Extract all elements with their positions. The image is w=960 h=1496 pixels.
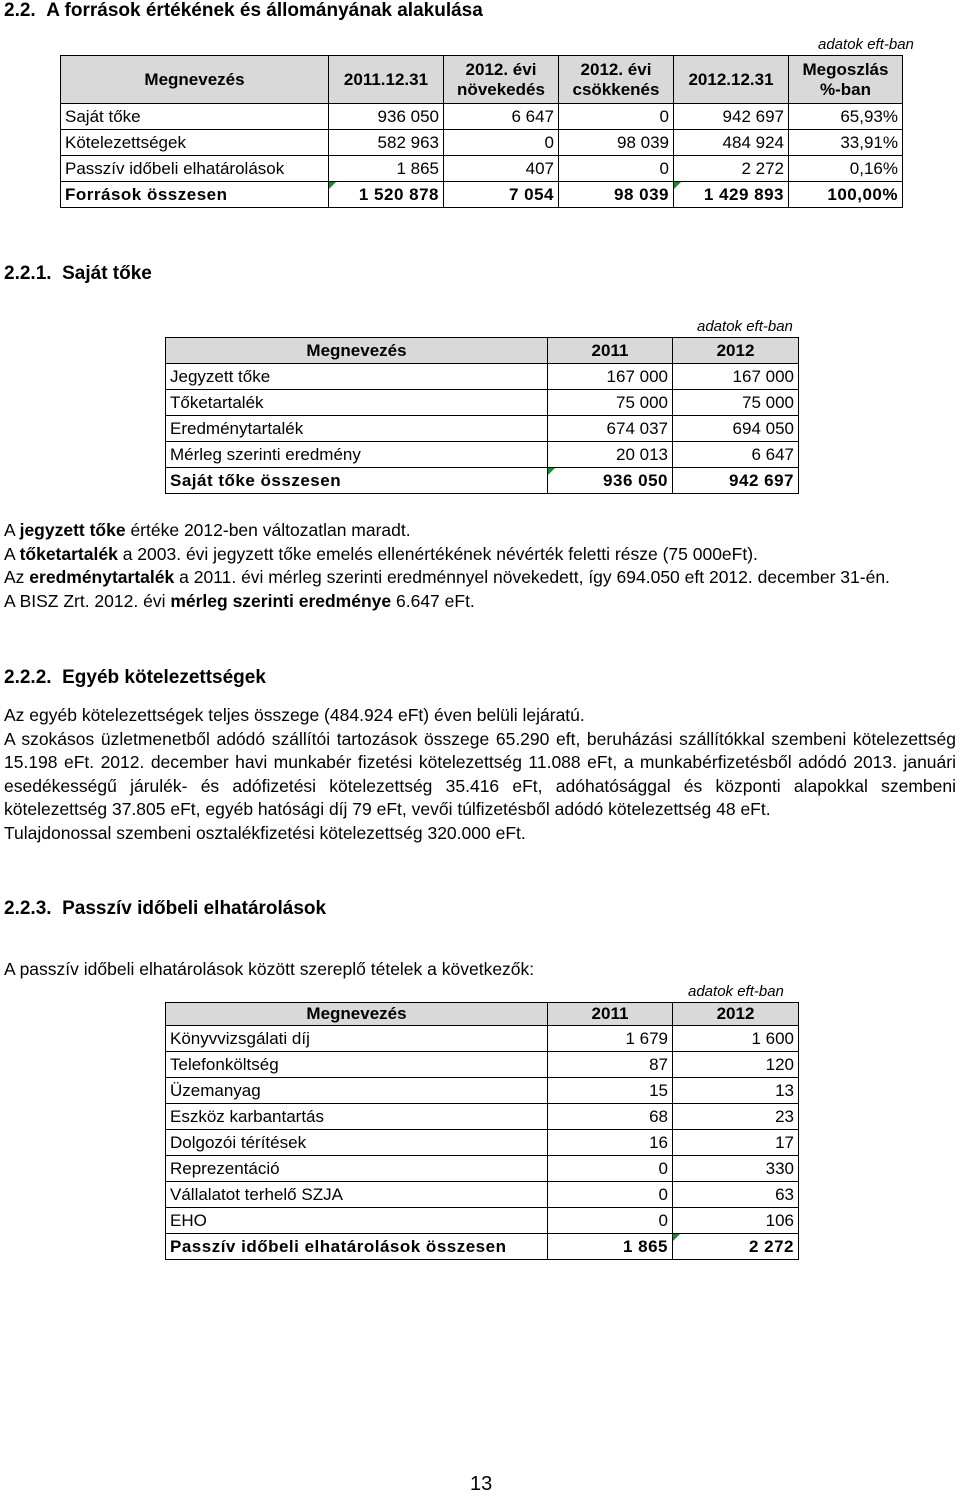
table2-row-name: Tőketartalék [166, 390, 548, 416]
table1-cell: 100,00% [789, 182, 903, 208]
table1-header-row [61, 56, 903, 104]
text: A BISZ Zrt. 2012. évi [4, 590, 171, 611]
sources-table [60, 55, 903, 208]
table1-cell: 936 050 [329, 104, 444, 130]
text: 6.647 eFt. [391, 590, 475, 611]
table1-cell: 65,93% [789, 104, 903, 130]
table1-header-c4: 2012.12.31 [674, 56, 789, 104]
table3-cell: 2 272 [673, 1234, 799, 1260]
table2-row-name: Saját tőke összesen [166, 468, 548, 494]
note-line [4, 519, 956, 543]
table3-row-name: EHO [166, 1208, 548, 1234]
table1-header-c1: 2011.12.31 [329, 56, 444, 104]
table2-cell: 936 050 [548, 468, 673, 494]
table1-cell: 0,16% [789, 156, 903, 182]
table3-cell: 1 865 [548, 1234, 673, 1260]
table3-cell: 106 [673, 1208, 799, 1234]
text: a 2003. évi jegyzett tőke emelés ellenértékének névérték feletti része (75 000eFt). [117, 543, 758, 564]
table3-cell: 13 [673, 1078, 799, 1104]
equity-notes [4, 519, 956, 613]
table-row [61, 104, 903, 130]
table3-row-name: Reprezentáció [166, 1156, 548, 1182]
table1-header-c3 [559, 56, 674, 104]
text: Az [4, 567, 30, 587]
table1-cell: 1 520 878 [329, 182, 444, 208]
bold-term: mérleg szerinti eredménye [170, 590, 392, 611]
table1-header-c5-line1: Megoszlás [802, 59, 889, 79]
table2-cell: 674 037 [548, 416, 673, 442]
note-paragraph: Az egyéb kötelezettségek teljes összege (484.924 eFt) éven belüli lejáratú. [4, 705, 585, 725]
table3-unit: adatok eft-ban [688, 983, 784, 1000]
table1-cell: 942 697 [674, 104, 789, 130]
table3-cell: 16 [548, 1130, 673, 1156]
table1-header-name: Megnevezés [61, 56, 329, 104]
table-row [166, 1078, 799, 1104]
table2-header-y1: 2011 [548, 338, 673, 364]
table-row [166, 364, 799, 390]
table3-row-name: Passzív időbeli elhatárolások összesen [166, 1234, 548, 1260]
table1-cell: 1 429 893 [674, 182, 789, 208]
section-heading [4, 0, 483, 22]
table3-cell: 17 [673, 1130, 799, 1156]
table3-row-name: Üzemanyag [166, 1078, 548, 1104]
table2-cell: 942 697 [673, 468, 799, 494]
bold-term: eredménytartalék [29, 567, 175, 587]
table2-cell: 167 000 [673, 364, 799, 390]
table2-header-name: Megnevezés [166, 338, 548, 364]
subsection-title: Egyéb kötelezettségek [62, 667, 266, 688]
accruals-intro: A passzív időbeli elhatárolások között szereplő tételek a következők: [4, 959, 535, 979]
table-row [61, 156, 903, 182]
table3-header-name: Megnevezés [166, 1003, 548, 1026]
table3-cell: 23 [673, 1104, 799, 1130]
table2-cell: 75 000 [548, 390, 673, 416]
note-paragraph: Tulajdonossal szembeni osztalékfizetési kötelezettség 320.000 eFt. [4, 822, 526, 843]
table-row [166, 416, 799, 442]
table2-cell: 167 000 [548, 364, 673, 390]
table1-row-name: Kötelezettségek [61, 130, 329, 156]
table1-cell: 1 865 [329, 156, 444, 182]
liabilities-notes [4, 704, 956, 845]
table1-header-c5 [789, 56, 903, 104]
table3-cell: 0 [548, 1208, 673, 1234]
table2-cell: 694 050 [673, 416, 799, 442]
table2-header-y2: 2012 [673, 338, 799, 364]
text: értéke 2012-ben változatlan maradt. [125, 520, 411, 540]
subsection-number: 2.2.3. [4, 898, 52, 919]
subsection-title: Saját tőke [62, 263, 152, 284]
table3-cell: 1 679 [548, 1026, 673, 1052]
equity-table [165, 337, 799, 494]
table3-row-name: Könyvvizsgálati díj [166, 1026, 548, 1052]
table1-cell: 33,91% [789, 130, 903, 156]
subsection-title: Passzív időbeli elhatárolások [62, 898, 327, 919]
table1-cell: 2 272 [674, 156, 789, 182]
table3-cell: 330 [673, 1156, 799, 1182]
table3-cell: 0 [548, 1182, 673, 1208]
text: a 2011. évi mérleg szerinti eredménnyel növekedett, így 694.050 eft 2012. december 31-én. [174, 567, 890, 587]
table1-row-name: Saját tőke [61, 104, 329, 130]
subsection-heading-3 [4, 898, 326, 920]
section-number: 2.2. [4, 0, 36, 21]
table3-cell: 87 [548, 1052, 673, 1078]
bold-term: jegyzett tőke [19, 520, 126, 540]
table1-header-c3-line1: 2012. évi [580, 59, 652, 79]
table3-row-name: Telefonköltség [166, 1052, 548, 1078]
section-title: A források értékének és állományának alakulása [46, 0, 483, 21]
table3-header-y1: 2011 [548, 1003, 673, 1026]
table2-row-name: Jegyzett tőke [166, 364, 548, 390]
text: A [4, 543, 20, 564]
table-row [166, 1130, 799, 1156]
table1-header-c2-line2: növekedés [457, 79, 545, 99]
table3-header-row [166, 1003, 799, 1026]
table3-cell: 1 600 [673, 1026, 799, 1052]
table1-cell: 6 647 [444, 104, 559, 130]
table1-header-c2-line1: 2012. évi [465, 59, 537, 79]
table3-header-y2: 2012 [673, 1003, 799, 1026]
table3-row-name: Dolgozói térítések [166, 1130, 548, 1156]
table1-cell: 582 963 [329, 130, 444, 156]
table-row [166, 390, 799, 416]
table-row [166, 442, 799, 468]
subsection-number: 2.2.1. [4, 263, 52, 284]
table1-total-row [61, 182, 903, 208]
table3-total-row [166, 1234, 799, 1260]
table1-cell: 0 [559, 156, 674, 182]
table-row [61, 130, 903, 156]
table-row [166, 1156, 799, 1182]
table1-cell: 0 [559, 104, 674, 130]
table2-total-row [166, 468, 799, 494]
table3-row-name: Eszköz karbantartás [166, 1104, 548, 1130]
table-row [166, 1208, 799, 1234]
table1-row-name: Passzív időbeli elhatárolások [61, 156, 329, 182]
table3-cell: 63 [673, 1182, 799, 1208]
table1-cell: 484 924 [674, 130, 789, 156]
table-row [166, 1104, 799, 1130]
note-line [4, 590, 956, 614]
table2-cell: 6 647 [673, 442, 799, 468]
table3-cell: 15 [548, 1078, 673, 1104]
table1-cell: 0 [444, 130, 559, 156]
table1-header-c2 [444, 56, 559, 104]
table3-cell: 0 [548, 1156, 673, 1182]
table1-header-c5-line2: %-ban [820, 79, 871, 99]
table1-cell: 7 054 [444, 182, 559, 208]
table1-cell: 98 039 [559, 130, 674, 156]
bold-term: tőketartalék [19, 543, 118, 564]
table1-cell: 98 039 [559, 182, 674, 208]
table-row [166, 1052, 799, 1078]
table3-cell: 68 [548, 1104, 673, 1130]
table2-header-row [166, 338, 799, 364]
table2-cell: 20 013 [548, 442, 673, 468]
table1-cell: 407 [444, 156, 559, 182]
note-paragraph: A szokásos üzletmenetből adódó szállítói tartozások összege 65.290 eft, beruházási szállítókkal szembeni kötelezettség 15.198 eFt. 2012. december havi munkabér fizetési kötelezettség 11.088 eFt, a munkabérfizetésből adódó 2013. januári esedékességű járulék- és adófizetési kötelezettség 35.416 eFt, adóhatósággal és központi alapokkal szembeni kötelezettség 37.805 eFt, egyéb hatósági díj 79 eFt, vevői túlfizetésből adódó kötelezettség 48 eFt. [4, 728, 956, 819]
table2-row-name: Mérleg szerinti eredmény [166, 442, 548, 468]
accruals-table [165, 1002, 799, 1260]
table2-unit: adatok eft-ban [697, 318, 793, 335]
table1-row-name: Források összesen [61, 182, 329, 208]
table3-cell: 120 [673, 1052, 799, 1078]
table-row [166, 1182, 799, 1208]
table2-row-name: Eredménytartalék [166, 416, 548, 442]
text: A [4, 520, 20, 540]
note-line [4, 566, 956, 590]
table3-row-name: Vállalatot terhelő SZJA [166, 1182, 548, 1208]
page-number: 13 [470, 1473, 493, 1495]
table2-cell: 75 000 [673, 390, 799, 416]
table-row [166, 1026, 799, 1052]
subsection-heading-2 [4, 667, 266, 689]
note-line [4, 543, 956, 567]
subsection-heading-1 [4, 263, 152, 285]
subsection-number: 2.2.2. [4, 667, 52, 688]
table1-header-c3-line2: csökkenés [572, 79, 660, 99]
table1-unit: adatok eft-ban [818, 36, 914, 53]
